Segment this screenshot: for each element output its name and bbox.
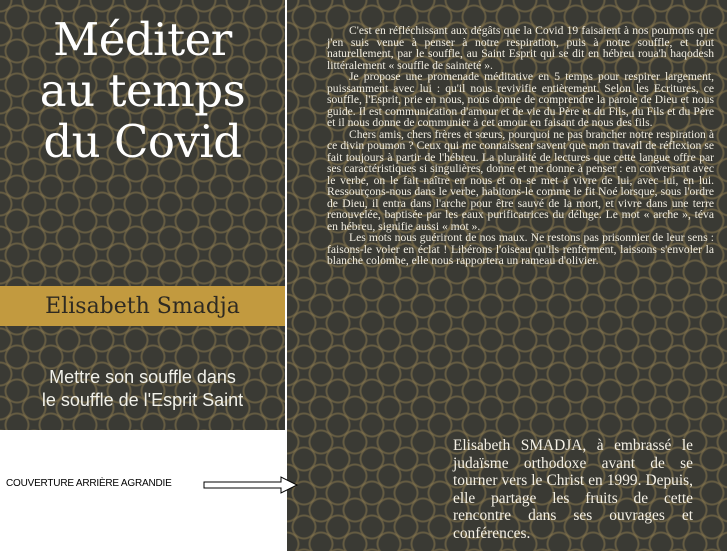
back-paragraph: Je propose une promenade méditative en 5 temps pour respirer largement, puissamment avec lui : qu'il nous revivifie entièrement. Selon les Ecritures, ce souffle, l'Esprit, prie en nous, nous donne de comprendre la parole de Dieu et nous guide. Il est communication d'amour et de vie du Père et du Fils, du Fils et du Père et il nous donne de communier à cet amour en faisant de nous des fils. [327,70,714,129]
back-paragraph: C'est en réfléchissant aux dégâts que la Covid 19 faisaient à nos poumons que j'en suis venue à penser à notre respiration, puis à notre souffle, et tout naturellement, par le souffle, au Saint Esprit qui se dit en hébreu roua'h haqodesh littéralement « souffle de sainteté ». [327,24,714,72]
back-paragraph: Chers amis, chers frères et sœurs, pourquoi ne pas brancher notre respiration à ce divin poumon ? Ceux qui me connaissent savent que mon travail de réflexion se fait toujours à partir de l'hébreu. La pluralité de lectures que cette langue offre par ses caractéristiques si singulières, donne et me donne à penser : en conversant avec le verbe, on le fait naître en nous et on se met à vivre de lui, avec lui, en lui. Ressourçons-nous dans le verbe, habitons-le comme le fit Noé lorsque, sous l'ordre de Dieu, il entra dans l'arche pour être sauvé de la mort, et vivre dans une terre renouvelée, baptisée par les eaux purificatrices du déluge. Le mot « arche », téva en hébreu, signifie aussi « mot ». [327,127,714,233]
back-cover-text [327,25,714,267]
book-title-line: du Covid [43,115,242,168]
right-arrow-icon [203,476,299,494]
book-subtitle [0,366,285,412]
book-title-line: au temps [39,64,246,117]
book-title-line: Méditer [53,13,232,66]
author-name: Elisabeth Smadja [45,293,240,319]
book-title [0,14,285,167]
enlarged-back-cover-label: COUVERTURE ARRIÈRE AGRANDIE [6,478,172,489]
author-bio: Elisabeth SMADJA, à embrassé le judaïsme orthodoxe avant de se tourner vers le Christ en 1999. Depuis, elle partage les fruits de cette rencontre dans ses ouvrages et conférences. [453,437,693,542]
subtitle-line: Mettre son souffle dans [49,367,236,387]
front-cover [0,0,285,430]
back-cover [287,0,727,551]
back-paragraph: Les mots nous guériront de nos maux. Ne restons pas prisonnier de leur sens : faisons-le voler en éclat ! Libérons l'oiseau qu'ils renferment, laissons s'envoler la blanche colombe, elle nous rapportera un rameau d'olivier. [327,231,714,267]
author-band [0,286,285,326]
subtitle-line: le souffle de l'Esprit Saint [41,390,244,410]
